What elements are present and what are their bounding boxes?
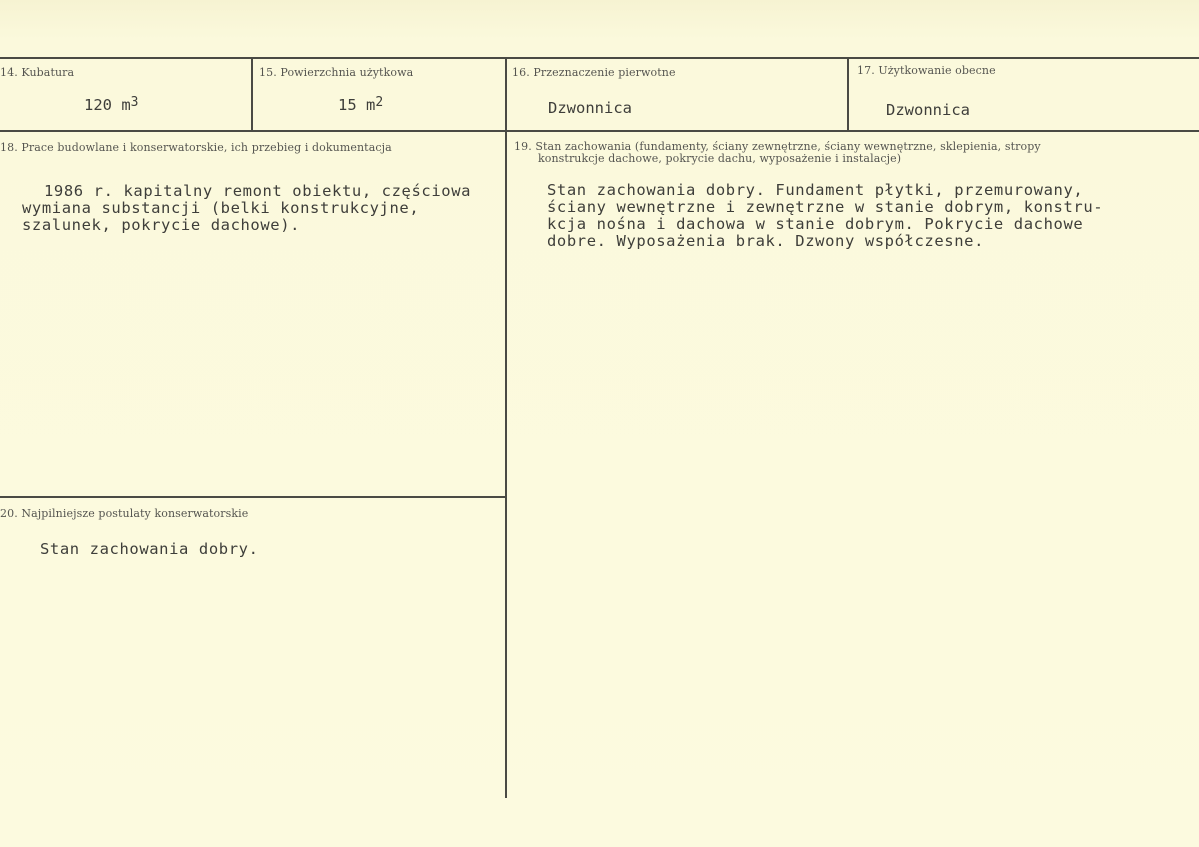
field-19-line: kcja nośna i dachowa w stanie dobrym. Pokrycie dachowe [547, 215, 1084, 233]
field-15-label: 15. Powierzchnia użytkowa [259, 66, 414, 79]
field-16-label: 16. Przeznaczenie pierwotne [512, 66, 676, 79]
field-14-value-text: 120 m [84, 96, 131, 114]
field-17-label: 17. Użytkowanie obecne [857, 64, 996, 77]
col-rule-2 [505, 58, 507, 798]
row-rule-2 [0, 496, 506, 498]
field-19-label-line1: 19. Stan zachowania (fundamenty, ściany zewnętrzne, ściany wewnętrzne, sklepienia, stropy [514, 140, 1041, 153]
field-18-line: szalunek, pokrycie dachowe). [22, 216, 301, 234]
field-18-label: 18. Prace budowlane i konserwatorskie, ich przebieg i dokumentacja [0, 141, 392, 154]
field-15-exponent: 2 [375, 95, 384, 110]
field-20-line: Stan zachowania dobry. [40, 540, 259, 558]
field-17-value: Dzwonnica [886, 101, 970, 119]
top-rule [0, 57, 1199, 59]
field-19-line: Stan zachowania dobry. Fundament płytki, przemurowany, [547, 181, 1084, 199]
field-16-value: Dzwonnica [548, 99, 632, 117]
field-14-label: 14. Kubatura [0, 66, 75, 79]
col-rule-1 [251, 58, 253, 131]
col-rule-3 [847, 58, 849, 131]
field-19-line: dobre. Wyposażenia brak. Dzwony współczesne. [547, 232, 984, 250]
field-18-line: wymiana substancji (belki konstrukcyjne, [22, 199, 420, 217]
field-15-value [338, 96, 383, 114]
field-19-label-line2: konstrukcje dachowe, pokrycie dachu, wyposażenie i instalacje) [538, 152, 902, 165]
field-15-value-text: 15 m [338, 96, 376, 114]
row-rule-1 [0, 130, 1199, 132]
field-20-label: 20. Najpilniejsze postulaty konserwatorskie [0, 507, 249, 520]
field-14-exponent: 3 [130, 95, 139, 110]
field-14-value [84, 96, 139, 114]
field-18-line: 1986 r. kapitalny remont obiektu, częściowa [44, 182, 472, 200]
field-19-line: ściany wewnętrzne i zewnętrzne w stanie dobrym, konstru- [547, 198, 1104, 216]
